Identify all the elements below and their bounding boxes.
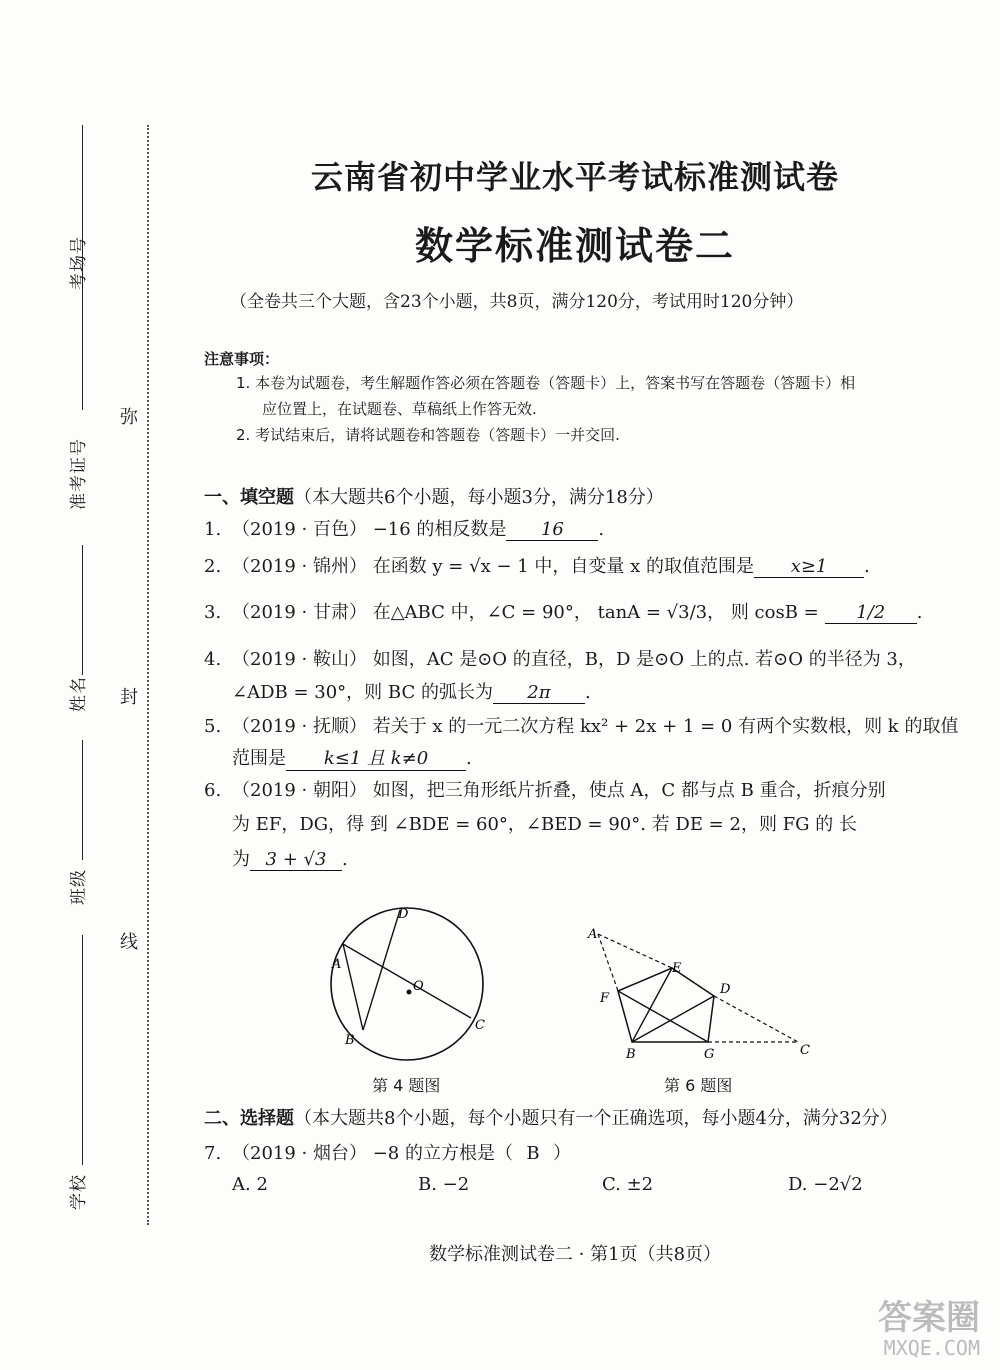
- exam-title: 云南省初中学业水平考试标准测试卷: [310, 158, 839, 196]
- q-answer: 1/2: [825, 602, 917, 624]
- fig6-label-G: G: [704, 1047, 715, 1062]
- q-num: 3.: [204, 602, 222, 623]
- fig4-label-D: D: [398, 907, 409, 922]
- question-6: [204, 776, 886, 802]
- section2-desc: （本大题共8个小题，每个小题只有一个正确选项，每小题4分，满分32分）: [294, 1108, 898, 1129]
- q-text: （2019 · 百色） −16 的相反数是: [232, 519, 507, 540]
- question-1: [204, 515, 604, 541]
- fig6-label-D: D: [720, 982, 731, 997]
- seal-xian: 线: [120, 932, 138, 953]
- note-item: 2. 考试结束后，请将试题卷和答题卷（答题卡）一并交回.: [236, 426, 620, 444]
- question-3: [204, 598, 922, 624]
- page-footer: 数学标准测试卷二 · 第1页（共8页）: [428, 1244, 722, 1265]
- question-5-line2: [232, 744, 472, 771]
- watermark-logo: 答案圈: [878, 1298, 980, 1338]
- q-post: .: [342, 849, 348, 870]
- q-text: （2019 · 朝阳） 如图，把三角形纸片折叠，使点 A，C 都与点 B 重合，折痕分别: [232, 780, 886, 801]
- q-answer: k≤1 且 k≠0: [286, 744, 466, 771]
- q-post: .: [584, 682, 591, 703]
- q-text: ∠ADB = 30°，则 BC 的弧长为: [232, 682, 493, 703]
- fig4-label-B: B: [345, 1033, 355, 1048]
- fig4-label-A: A: [332, 957, 342, 972]
- watermark-url: MXQE.COM: [883, 1336, 980, 1360]
- q-close: ）: [552, 1143, 571, 1164]
- q-text: （2019 · 锦州） 在函数 y = √x − 1 中，自变量 x 的取值范围是: [232, 556, 755, 577]
- seal-dotted-line: [147, 125, 149, 1225]
- q-answer: 16: [506, 519, 598, 541]
- fig6-label-E: E: [672, 961, 682, 976]
- q-post: .: [466, 748, 472, 769]
- seal-mi: 弥: [120, 407, 138, 428]
- section1-heading: [204, 483, 664, 509]
- question-6-line2: [232, 810, 857, 836]
- exam-subtitle: 数学标准测试卷二: [414, 223, 735, 268]
- fig6-label-C: C: [800, 1043, 810, 1058]
- option-a: A. 2: [232, 1174, 268, 1195]
- q-post: .: [916, 602, 923, 623]
- label-exam-id: 准考证号: [69, 438, 89, 510]
- question-6-line3: [232, 845, 348, 871]
- fig6-label-B: B: [626, 1047, 636, 1062]
- q-text: 为 EF，DG，得 到 ∠BDE = 60°，∠BED = 90°. 若 DE = 2，则 FG 的 长: [232, 814, 857, 835]
- q-text: （2019 · 抚顺） 若关于 x 的一元二次方程 kx² + 2x + 1 = 0 有两个实数根，则 k 的取值: [232, 716, 959, 737]
- q-text: （2019 · 鞍山） 如图，AC 是⊙O 的直径，B，D 是⊙O 上的点. 若⊙O 的半径为 3，: [232, 649, 916, 670]
- section2-title: 二、选择题: [204, 1108, 294, 1129]
- exam-info: （全卷共三个大题，含23个小题，共8页，满分120分，考试用时120分钟）: [230, 292, 804, 312]
- section1-desc: （本大题共6个小题，每小题3分，满分18分）: [294, 487, 664, 508]
- fig6-label-A: A: [588, 927, 598, 942]
- binding-line: [82, 740, 83, 860]
- section2-heading: [204, 1104, 898, 1130]
- label-name: 姓名: [69, 676, 89, 712]
- figure-6: [580, 920, 820, 1070]
- q-num: 7.: [204, 1143, 222, 1164]
- figure-6-caption: 第 6 题图: [664, 1076, 733, 1095]
- note-item: 应位置上，在试题卷、草稿纸上作答无效.: [262, 400, 537, 418]
- question-4-line2: [232, 678, 591, 704]
- fig4-label-C: C: [475, 1018, 485, 1033]
- q-num: 5.: [204, 716, 222, 737]
- binding-line: [82, 320, 83, 410]
- q-answer: 3 + √3: [250, 849, 342, 871]
- q-num: 6.: [204, 780, 222, 801]
- q-text: （2019 · 甘肃） 在△ABC 中，∠C = 90°， tanA = √3/3， 则 cosB =: [232, 602, 819, 623]
- notes-heading: 注意事项：: [204, 350, 280, 368]
- fig4-label-O: O: [413, 979, 424, 994]
- figure-4: [325, 900, 505, 1070]
- fig6-label-F: F: [600, 991, 610, 1006]
- q-text: （2019 · 烟台） −8 的立方根是（: [232, 1143, 513, 1164]
- q-text: 为: [232, 849, 250, 870]
- note-item: 1. 本卷为试题卷，考生解题作答必须在答题卷（答题卡）上，答案书写在答题卷（答题卡）相: [236, 374, 856, 392]
- option-b: B. −2: [418, 1174, 470, 1195]
- option-c: C. ±2: [602, 1174, 654, 1195]
- q-num: 2.: [204, 556, 222, 577]
- question-2: [204, 552, 870, 578]
- binding-line: [82, 545, 83, 675]
- label-school: 学校: [69, 1174, 89, 1210]
- q-post: .: [864, 556, 870, 577]
- figure-4-caption: 第 4 题图: [372, 1076, 441, 1095]
- binding-line: [82, 935, 83, 1165]
- seal-feng: 封: [120, 687, 138, 708]
- label-exam-room: 考场号: [69, 236, 89, 290]
- option-d: D. −2√2: [788, 1174, 863, 1195]
- question-5: [204, 712, 958, 738]
- q-post: .: [598, 519, 605, 540]
- q-answer: 2π: [493, 682, 585, 704]
- section1-title: 一、填空题: [204, 487, 294, 508]
- q-num: 4.: [204, 649, 222, 670]
- label-class: 班级: [69, 869, 89, 905]
- q-answer: x≥1: [754, 556, 864, 578]
- q-text: 范围是: [232, 748, 286, 769]
- question-7: [204, 1139, 571, 1165]
- question-4: [204, 645, 916, 671]
- q-num: 1.: [204, 519, 222, 540]
- q-answer: B: [526, 1143, 540, 1164]
